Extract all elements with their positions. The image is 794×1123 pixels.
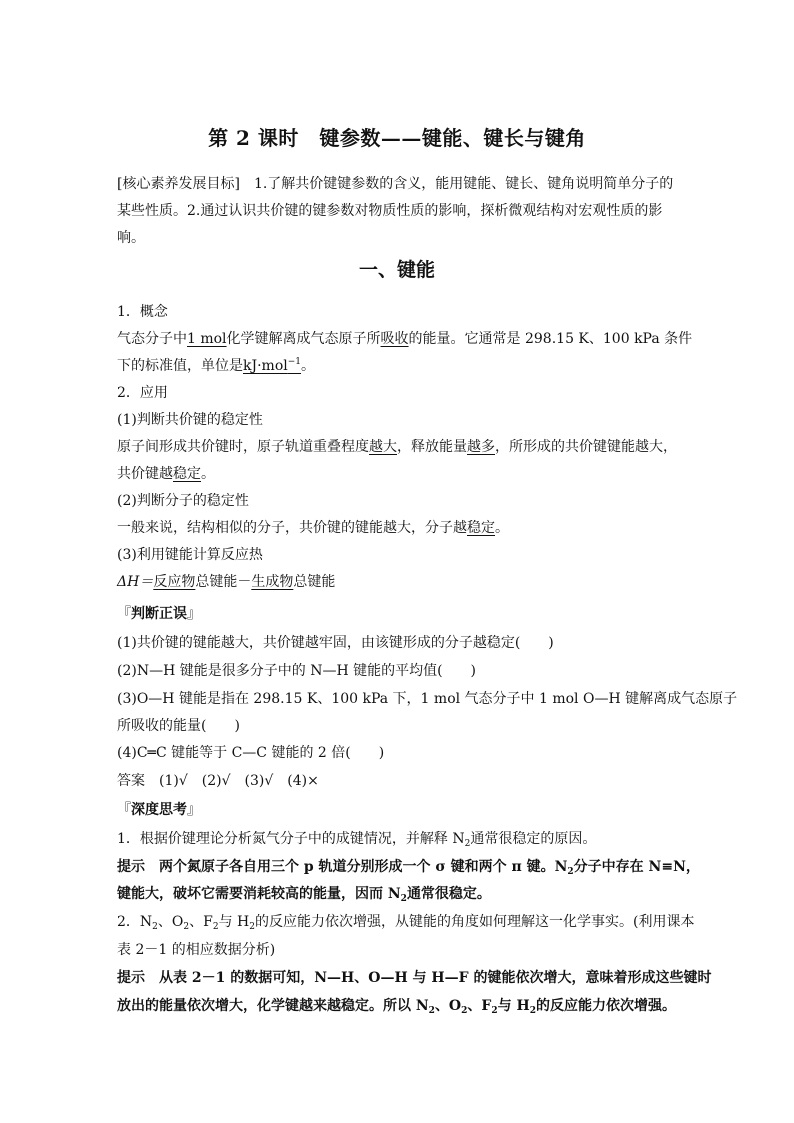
application-sub-1: (1)判断共价键的稳定性 [117,412,263,428]
subscript: 2 [464,839,471,849]
think-hint-1-line-1 [117,857,700,877]
goals-label: [核心素养发展目标] [117,176,240,192]
bracket-close: 』 [187,802,201,818]
blank-answer: 稳定 [173,466,201,482]
blank-answer: 越大 [369,439,397,455]
hint-text: 的反应能力依次增强。 [536,998,676,1014]
hint-text: 、O [434,998,462,1014]
page-title: 第 2 课时 键参数——键能、键长与键角 [208,126,586,150]
unit-text: kJ·mol [243,358,288,374]
subscript: 2 [461,1006,468,1016]
text: 1．根据价键理论分析氮气分子中的成键情况，并解释 N [117,831,465,847]
text: 。 [201,466,215,482]
think-label-text: 深度思考 [131,802,187,818]
unit-superscript: −1 [287,357,302,367]
hint-text: 键能大，破坏它需要消耗较高的能量，因而 N [117,886,401,902]
subscript: 2 [400,894,407,904]
hint-text: 放出的能量依次增大，化学键越来越稳定。所以 N [117,998,429,1014]
bracket-close: 』 [187,606,201,622]
hint-text: 分子中存在 N≡N， [573,859,700,875]
formula-text: 总键能 [293,574,336,590]
application-sub-2-line [117,518,682,538]
judge-answer: 答案 (1)√ (2)√ (3)√ (4)× [117,773,319,789]
subscript: 2 [183,922,190,932]
subscript: 2 [529,1006,536,1016]
blank-answer: 越多 [467,439,495,455]
think-hint-1-line-2 [117,884,682,904]
think-question-2-line-1 [117,912,695,932]
goals-text: 1.了解共价键键参数的含义，能用键能、键长、键角说明简单分子的某些性质。2.通过认识共价键的键参数对物质性质的影响，探析微观结构对宏观性质的影响。 [117,176,674,246]
hint-text: 提示 两个氮原子各自用三个 p 轨道分别形成一个 σ 键和两个 π 键。N [117,859,568,875]
think-question-2-line-2: 表 2－1 的相应数据分析) [117,942,276,958]
blank-answer: 1 mol [187,331,227,347]
concept-text: 化学键解离成气态原子所 [226,331,381,347]
subscript: 2 [491,1006,498,1016]
hint-text: 、F [467,998,492,1014]
think-label [117,800,682,820]
application-sub-1-line-1 [117,437,682,457]
application-sub-2: (2)判断分子的稳定性 [117,493,249,509]
subscript: 2 [428,1006,435,1016]
think-question-1 [117,829,682,849]
blank-answer: 生成物 [251,574,294,590]
text: 、F [189,914,213,930]
concept-line-2 [117,356,682,376]
text: 、O [157,914,184,930]
text: 共价键越 [117,466,173,482]
subscript: 2 [249,922,255,932]
application-sub-3: (3)利用键能计算反应热 [117,547,263,563]
text: 通常很稳定的原因。 [470,831,597,847]
text: 2．N [117,914,153,930]
blank-answer-unit [243,358,301,374]
judge-label-text: 判断正误 [131,606,187,622]
judge-question-3-line-2: 所吸收的能量( ) [117,718,240,734]
formula-text: 总键能－ [195,574,252,590]
formula-text: ΔH＝ [117,574,154,590]
blank-answer: 反应物 [153,574,196,590]
blank-answer: 稳定 [467,520,495,536]
concept-text: 的能量。它通常是 298.15 K、100 kPa 条件 [408,331,693,347]
text: ，释放能量 [397,439,467,455]
concept-text: 。 [301,358,316,374]
application-heading: 2．应用 [117,385,168,401]
concept-text: 下的标准值，单位是 [117,358,243,374]
goals-paragraph [117,171,677,252]
subscript: 2 [567,867,574,877]
blank-answer: 吸收 [380,331,409,347]
hint-text: 通常很稳定。 [406,886,491,902]
subscript: 2 [152,922,158,932]
text: 原子间形成共价键时，原子轨道重叠程度 [117,439,369,455]
section-title-bond-energy: 一、键能 [358,259,435,281]
concept-text: 气态分子中 [117,331,187,347]
text: ，所形成的共价键键能越大， [495,439,677,455]
judge-question-2: (2)N—H 键能是很多分子中的 N—H 键能的平均值( ) [117,663,477,679]
bracket-open: 『 [117,802,131,818]
concept-line-1 [117,329,693,349]
think-hint-2-line-1: 提示 从表 2－1 的数据可知，N—H、O—H 与 H—F 的键能依次增大，意味着形成这些键时 [117,970,712,986]
bracket-open: 『 [117,606,131,622]
hint-text: 与 H [497,998,530,1014]
application-sub-1-line-2 [117,464,682,484]
subscript: 2 [212,922,219,932]
think-hint-2-line-2 [117,996,682,1016]
judge-question-1: (1)共价键的键能越大，共价键越牢固，由该键形成的分子越稳定( ) [117,635,554,651]
judge-question-4: (4)C═C 键能等于 C—C 键能的 2 倍( ) [117,745,385,761]
delta-h-formula [117,572,682,592]
judge-label [117,604,682,624]
text: 一般来说，结构相似的分子，共价键的键能越大，分子越 [117,520,467,536]
text: 与 H [218,914,250,930]
concept-heading: 1．概念 [117,304,168,320]
text: 的反应能力依次增强，从键能的角度如何理解这一化学事实。(利用课本 [254,914,695,930]
text: 。 [495,520,509,536]
judge-question-3-line-1: (3)O—H 键能是指在 298.15 K、100 kPa 下，1 mol 气态分子中 1 mol O—H 键解离成气态原子 [117,691,738,707]
